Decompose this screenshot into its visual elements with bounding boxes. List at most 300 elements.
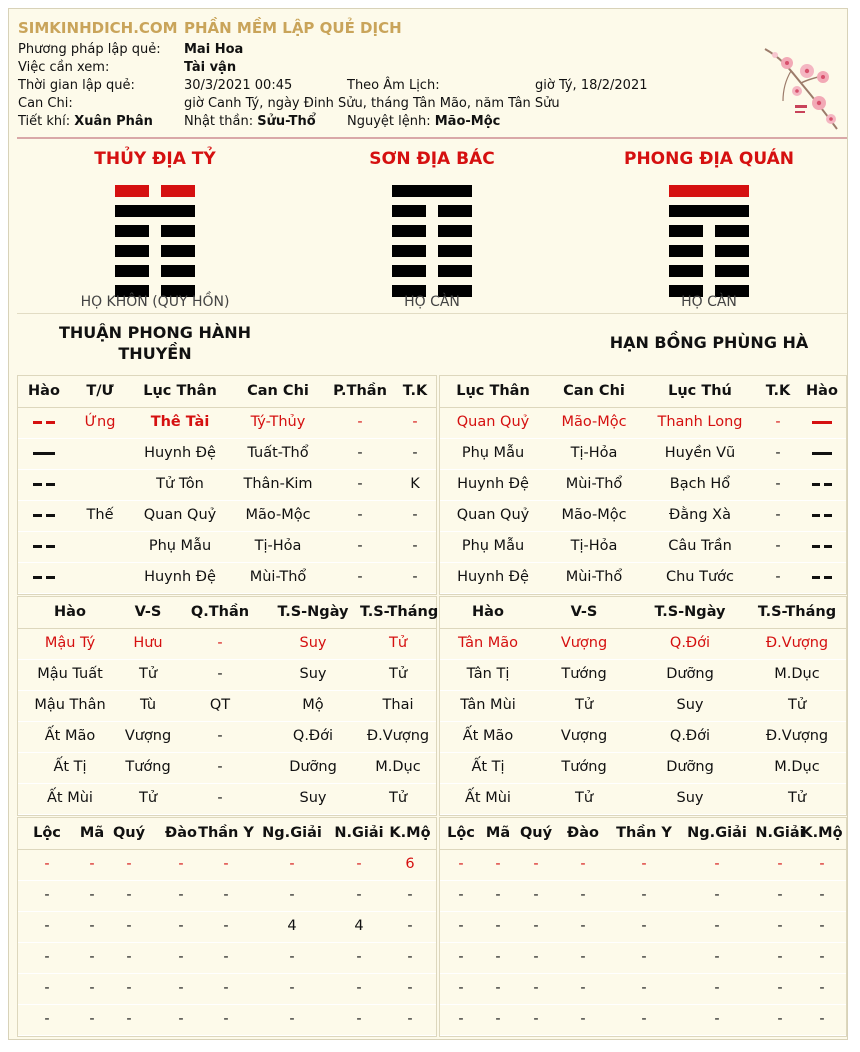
table-cell: Huynh Đệ — [144, 445, 216, 461]
table-cell: - — [495, 1011, 501, 1027]
table-cell: - — [495, 856, 501, 872]
table-cell: - — [44, 1011, 50, 1027]
column-header: Đào — [567, 825, 599, 841]
table-cell: Câu Trần — [668, 538, 732, 554]
table-cell: - — [458, 1011, 464, 1027]
column-header: V-S — [570, 604, 598, 620]
method-label: Phương pháp lập quẻ: — [18, 42, 161, 57]
table-cell: Quan Quỷ — [456, 507, 530, 523]
table-cell: - — [44, 856, 50, 872]
table-cell: Suy — [299, 666, 327, 682]
hao-line-icon — [33, 421, 55, 424]
table-row — [440, 880, 846, 912]
table-cell: - — [412, 507, 418, 523]
table-cell: Mậu Tuất — [37, 666, 103, 682]
table-cell: - — [412, 569, 418, 585]
table-cell: Phụ Mẫu — [461, 538, 525, 554]
table-cell: Đằng Xà — [669, 507, 731, 523]
table-cell: - — [775, 476, 781, 492]
table-row — [440, 942, 846, 974]
table-cell: Ất Mùi — [465, 790, 511, 806]
table-cell: K — [410, 476, 420, 492]
table-row — [18, 562, 436, 594]
main-hexagram-epithet: THUẬN PHONG HÀNH THUYỀN — [58, 323, 251, 363]
table-cell: Suy — [676, 790, 704, 806]
header-divider — [17, 137, 847, 139]
table-cell: - — [580, 918, 586, 934]
hao-cell — [798, 438, 846, 469]
table-row — [440, 911, 846, 943]
table-cell: - — [289, 949, 295, 965]
table-cell: - — [357, 476, 363, 492]
table-cell: - — [458, 980, 464, 996]
table-cell: - — [533, 949, 539, 965]
table-cell: - — [44, 887, 50, 903]
table-cell: - — [714, 887, 720, 903]
table-cell: - — [89, 980, 95, 996]
table-cell: - — [407, 887, 413, 903]
app-title: PHẦN MỀM LẬP QUẺ DỊCH — [184, 19, 402, 37]
table-row — [18, 880, 436, 912]
table-cell: - — [777, 1011, 783, 1027]
table-cell: - — [819, 980, 825, 996]
table-cell: - — [223, 918, 229, 934]
table-cell: - — [819, 1011, 825, 1027]
header-info — [9, 9, 847, 137]
table-cell: - — [407, 980, 413, 996]
table-cell: - — [580, 1011, 586, 1027]
table-cell: - — [356, 887, 362, 903]
table-row — [440, 783, 846, 815]
nguyetlenh-label: Nguyệt lệnh: Mão-Mộc — [347, 114, 501, 129]
table-row — [18, 849, 436, 881]
hexagram-line — [669, 225, 749, 237]
table-row — [18, 438, 436, 470]
column-header: Đào — [165, 825, 197, 841]
table-cell: Ứng — [84, 414, 116, 430]
table-cell: Tử — [138, 666, 158, 682]
table-cell: - — [580, 949, 586, 965]
table-cell: - — [580, 887, 586, 903]
table-cell: - — [126, 918, 132, 934]
table-row — [440, 659, 846, 691]
table-row — [18, 407, 436, 439]
table-cell: Đ.Vượng — [765, 728, 829, 744]
table-row — [440, 500, 846, 532]
table-cell: - — [178, 980, 184, 996]
hexagram-line — [669, 185, 749, 197]
table-cell: - — [357, 569, 363, 585]
table-cell — [70, 438, 130, 469]
table-cell: Đ.Vượng — [765, 635, 829, 651]
divination-page — [8, 8, 848, 1040]
table-row — [440, 628, 846, 660]
table-cell: - — [289, 1011, 295, 1027]
hao-cell — [798, 500, 846, 531]
table-cell: M.Dục — [774, 666, 820, 682]
column-header: T.K — [765, 383, 791, 399]
table-cell: Tù — [139, 697, 157, 713]
table-cell: Vượng — [560, 635, 608, 651]
table-cell: Tuất-Thổ — [247, 445, 309, 461]
hexagram-changed-figure — [669, 175, 749, 287]
table-cell: - — [641, 856, 647, 872]
table-header-row — [440, 597, 846, 629]
table-vuong-suy-left — [17, 596, 437, 816]
table-cell: - — [223, 887, 229, 903]
table-cell: - — [217, 635, 223, 651]
table-cell: - — [458, 949, 464, 965]
table-row — [440, 438, 846, 470]
table-cell: - — [533, 918, 539, 934]
hao-cell — [18, 407, 70, 438]
column-header: Thần Y — [198, 825, 254, 841]
table-cell: - — [775, 569, 781, 585]
table-row — [18, 469, 436, 501]
table-cell: Dưỡng — [666, 666, 714, 682]
hexagram-mutual-group: HỌ CÀN — [404, 294, 460, 310]
time-value: 30/3/2021 00:45 — [184, 78, 293, 93]
hexagram-line — [392, 265, 472, 277]
table-row — [440, 721, 846, 753]
table-cell: - — [495, 949, 501, 965]
hao-cell — [18, 500, 70, 531]
table-cell: - — [289, 980, 295, 996]
table-cell: Tử — [388, 635, 408, 651]
hexagram-line — [115, 265, 195, 277]
column-header: N.Giải — [334, 825, 384, 841]
column-header: Can Chi — [247, 383, 309, 399]
column-header: Lộc — [447, 825, 475, 841]
hao-line-icon — [812, 452, 832, 455]
table-cell: - — [217, 790, 223, 806]
table-cell: Tị-Hỏa — [570, 538, 618, 554]
table-cell: - — [641, 980, 647, 996]
table-cell: Tân Mão — [457, 635, 519, 651]
table-cell: - — [495, 887, 501, 903]
hao-line-icon — [812, 545, 832, 548]
table-cell — [70, 469, 130, 500]
table-cell: Mão-Mộc — [561, 414, 627, 430]
column-header: Thần Y — [616, 825, 672, 841]
hao-cell — [798, 562, 846, 593]
hexagram-main-name: THỦY ĐỊA TỶ — [94, 149, 216, 169]
hao-cell — [18, 438, 70, 469]
table-cell: - — [533, 980, 539, 996]
table-cell: Huynh Đệ — [457, 476, 529, 492]
hexagram-line — [669, 245, 749, 257]
hexagram-mutual-name: SƠN ĐỊA BÁC — [369, 149, 495, 169]
table-cell: - — [126, 887, 132, 903]
table-cell: - — [223, 980, 229, 996]
column-header: Quý — [112, 825, 146, 841]
table-row — [440, 1004, 846, 1036]
table-cell: - — [89, 887, 95, 903]
column-header: Quý — [519, 825, 553, 841]
table-cell: Bạch Hổ — [669, 476, 731, 492]
table-cell: - — [458, 887, 464, 903]
hao-line-icon — [812, 514, 832, 517]
hao-line-icon — [33, 514, 55, 517]
method-value: Mai Hoa — [184, 42, 244, 57]
canchi-value: giờ Canh Tý, ngày Đinh Sửu, tháng Tân Mão, năm Tân Sửu — [184, 96, 560, 111]
table-cell: Thê Tài — [150, 414, 210, 430]
table-cell — [70, 562, 130, 593]
table-cell: Quan Quỷ — [456, 414, 530, 430]
table-row — [18, 942, 436, 974]
column-header: T.S-Tháng — [757, 604, 837, 620]
table-cell: Thai — [382, 697, 414, 713]
column-header: Ng.Giải — [262, 825, 322, 841]
column-header: T.S-Ngày — [277, 604, 349, 620]
table-cell: - — [641, 887, 647, 903]
hexagram-main-figure — [115, 175, 195, 287]
column-header: Hào — [806, 383, 838, 399]
table-row — [440, 690, 846, 722]
table-cell: QT — [209, 697, 231, 713]
table-cell: - — [777, 918, 783, 934]
hexagram-main-group: HỌ KHÔN (QUY HỒN) — [80, 294, 230, 310]
table-cell: Hưu — [133, 635, 163, 651]
table-cell: Q.Đới — [669, 728, 711, 744]
table-cell: - — [775, 414, 781, 430]
tietkhi-value: Xuân Phân — [74, 114, 153, 129]
table-cell: - — [412, 414, 418, 430]
table-cell: - — [44, 949, 50, 965]
matter-value: Tài vận — [184, 60, 237, 75]
table-cell: Suy — [299, 635, 327, 651]
table-row — [18, 628, 436, 660]
table-cell: Tử Tôn — [156, 476, 204, 492]
table-cell: - — [714, 1011, 720, 1027]
table-header-row — [440, 376, 846, 408]
table-cell: Mùi-Thổ — [565, 569, 623, 585]
lunar-label: Theo Âm Lịch: — [347, 78, 440, 93]
hexagram-line — [392, 225, 472, 237]
table-row — [18, 659, 436, 691]
table-cell: Tướng — [125, 759, 171, 775]
hao-line-icon — [33, 452, 55, 455]
table-cell: Ất Mão — [44, 728, 96, 744]
table-cell: - — [777, 856, 783, 872]
table-cell: - — [412, 538, 418, 554]
table-cell: Tử — [574, 790, 594, 806]
table-header-row — [18, 818, 436, 850]
column-header: Lộc — [33, 825, 61, 841]
table-cell: - — [89, 856, 95, 872]
table-cell: Mùi-Thổ — [565, 476, 623, 492]
table-cell: - — [289, 887, 295, 903]
column-header: Hào — [472, 604, 504, 620]
table-cell: - — [178, 949, 184, 965]
time-label: Thời gian lập quẻ: — [18, 78, 135, 93]
table-cell: Ất Mão — [462, 728, 514, 744]
table-row — [440, 469, 846, 501]
table-cell: - — [714, 918, 720, 934]
table-cell: - — [641, 949, 647, 965]
table-cell: - — [44, 980, 50, 996]
table-cell: Dưỡng — [666, 759, 714, 775]
column-header: Ng.Giải — [687, 825, 747, 841]
table-cell: Tử — [388, 666, 408, 682]
table-cell: - — [407, 949, 413, 965]
column-header: T.S-Ngày — [654, 604, 726, 620]
table-cell: Huynh Đệ — [144, 569, 216, 585]
table-cell: - — [126, 980, 132, 996]
table-cell: - — [412, 445, 418, 461]
table-cell: - — [533, 1011, 539, 1027]
table-cell: - — [580, 856, 586, 872]
table-cell: Thế — [86, 507, 114, 523]
table-cell: Huynh Đệ — [457, 569, 529, 585]
table-cell: - — [89, 918, 95, 934]
table-cell: Vượng — [124, 728, 172, 744]
table-cell: - — [223, 1011, 229, 1027]
table-cell: Tị-Hỏa — [570, 445, 618, 461]
table-cell: - — [495, 980, 501, 996]
column-header: Q.Thần — [190, 604, 250, 620]
table-cell: Chu Tước — [665, 569, 734, 585]
hexagram-mutual-figure — [392, 175, 472, 287]
table-cell: Suy — [676, 697, 704, 713]
hao-cell — [18, 562, 70, 593]
table-cell: Tử — [574, 697, 594, 713]
table-cell: - — [356, 856, 362, 872]
column-header: Mã — [485, 825, 511, 841]
table-cell: - — [714, 980, 720, 996]
column-header: Lục Thân — [456, 383, 530, 399]
table-cell: - — [714, 949, 720, 965]
table-cell: - — [217, 666, 223, 682]
hexagram-divider — [17, 313, 847, 314]
table-cell: - — [178, 887, 184, 903]
nhatthan-value: Sửu-Thổ — [257, 114, 316, 129]
hexagram-line — [115, 225, 195, 237]
table-row — [18, 783, 436, 815]
table-row — [440, 752, 846, 784]
hexagram-line — [669, 205, 749, 217]
table-cell: - — [775, 445, 781, 461]
table-cell: 4 — [354, 918, 364, 934]
table-cell: - — [357, 414, 363, 430]
table-cell: Tý-Thủy — [250, 414, 306, 430]
hexagram-line — [392, 245, 472, 257]
table-cell: - — [407, 918, 413, 934]
table-cell: Ất Tị — [471, 759, 505, 775]
table-cell: - — [178, 1011, 184, 1027]
hexagram-line — [392, 185, 472, 197]
table-cell: - — [357, 445, 363, 461]
hao-cell — [798, 469, 846, 500]
table-cell: Tướng — [561, 759, 607, 775]
table-cell: - — [407, 1011, 413, 1027]
hao-line-icon — [812, 483, 832, 486]
column-header: Mã — [79, 825, 105, 841]
table-row — [440, 407, 846, 439]
table-cell: Mậu Tý — [44, 635, 96, 651]
table-cell: - — [126, 949, 132, 965]
table-row — [18, 1004, 436, 1036]
table-cell: - — [819, 887, 825, 903]
table-cell: - — [714, 856, 720, 872]
table-cell: - — [223, 949, 229, 965]
table-row — [440, 973, 846, 1005]
table-row — [18, 911, 436, 943]
table-cell: - — [777, 980, 783, 996]
table-cell: Q.Đới — [292, 728, 334, 744]
table-cell: - — [580, 980, 586, 996]
table-cell: - — [356, 1011, 362, 1027]
table-cell: - — [356, 949, 362, 965]
table-cell: - — [819, 918, 825, 934]
table-cell: Vượng — [560, 728, 608, 744]
table-cell: - — [775, 538, 781, 554]
table-cell: - — [357, 538, 363, 554]
column-header: K.Mộ — [389, 825, 431, 841]
table-than-sat-left — [17, 817, 437, 1037]
table-cell: - — [819, 949, 825, 965]
table-row — [440, 531, 846, 563]
table-cell: - — [178, 918, 184, 934]
column-header: V-S — [134, 604, 162, 620]
column-header: Hào — [28, 383, 60, 399]
column-header: Can Chi — [563, 383, 625, 399]
column-header: Lục Thân — [143, 383, 217, 399]
hao-line-icon — [812, 576, 832, 579]
table-cell: - — [289, 856, 295, 872]
hexagram-line — [115, 245, 195, 257]
table-cell: Tử — [388, 790, 408, 806]
table-cell: - — [217, 759, 223, 775]
site-logo-text[interactable]: SIMKINHDICH.COM — [18, 19, 178, 37]
table-cell: Mậu Thân — [34, 697, 106, 713]
table-vuong-suy-right — [439, 596, 847, 816]
table-cell: M.Dục — [774, 759, 820, 775]
column-header: T.S-Tháng — [360, 604, 439, 620]
table-cell: Dưỡng — [289, 759, 337, 775]
table-cell: - — [356, 980, 362, 996]
table-row — [18, 973, 436, 1005]
hao-cell — [798, 407, 846, 438]
table-cell: Ất Mùi — [47, 790, 93, 806]
table-cell: - — [458, 918, 464, 934]
table-cell: Tướng — [561, 666, 607, 682]
table-cell: - — [89, 1011, 95, 1027]
table-cell — [70, 531, 130, 562]
table-cell: Phụ Mẫu — [148, 538, 212, 554]
column-header: Lục Thú — [668, 383, 732, 399]
table-header-row — [18, 597, 439, 629]
table-cell: Mùi-Thổ — [249, 569, 307, 585]
hexagram-line — [115, 185, 195, 197]
table-cell: Thanh Long — [657, 414, 743, 430]
hexagram-changed-group: HỌ CÀN — [681, 294, 737, 310]
plum-blossom-icon — [761, 41, 841, 133]
table-cell: Đ.Vượng — [366, 728, 430, 744]
table-cell: - — [641, 1011, 647, 1027]
table-header-row — [440, 818, 846, 850]
table-cell: - — [223, 856, 229, 872]
table-cell: 6 — [405, 856, 415, 872]
table-cell: - — [641, 918, 647, 934]
table-cell: Phụ Mẫu — [461, 445, 525, 461]
table-cell: - — [495, 918, 501, 934]
hexagram-changed-name: PHONG ĐỊA QUÁN — [624, 149, 794, 169]
table-row — [18, 721, 436, 753]
matter-label: Việc cần xem: — [18, 60, 110, 75]
table-cell: Tử — [787, 790, 807, 806]
hao-line-icon — [33, 576, 55, 579]
